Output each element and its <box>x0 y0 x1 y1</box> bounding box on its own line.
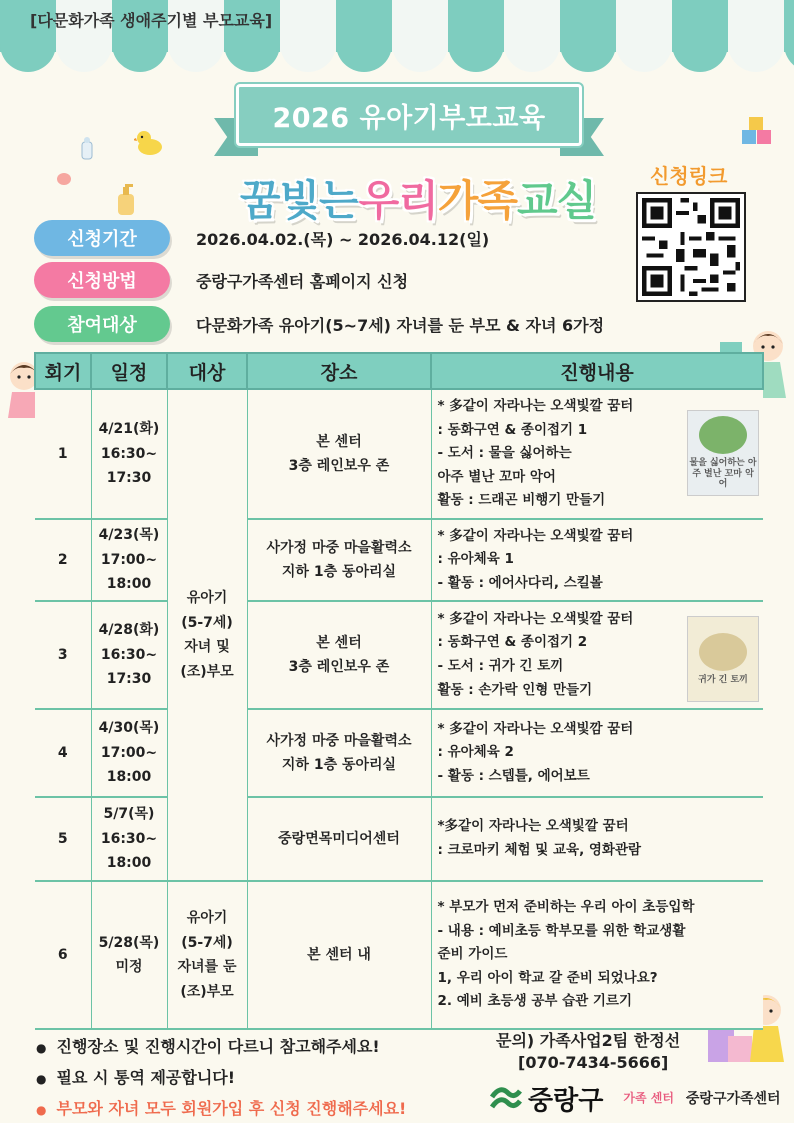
table-header-row <box>35 353 763 389</box>
period-label-pill: 신청기간 <box>34 220 170 256</box>
awning-scallop <box>56 44 112 72</box>
session-content: * 多같이 자라나는 오색빛깔 꿈터 : 유아체육 1 - 활동 : 에어사다리, 스킬볼 <box>431 519 763 601</box>
awning-scallop <box>448 44 504 72</box>
table-row <box>35 601 763 709</box>
session-number: 2 <box>35 519 91 601</box>
main-title: 꿈빛는우리가족교실 <box>239 176 597 225</box>
toy-blocks-icon <box>740 116 774 146</box>
session-date: 4/30(목) 17:00~ 18:00 <box>91 709 167 797</box>
period-text: 2026.04.02.(목) ~ 2026.04.12(일) <box>196 229 490 249</box>
qr-label: 신청링크 <box>650 164 728 188</box>
session-date: 5/7(목) 16:30~ 18:00 <box>91 797 167 881</box>
header-content: 진행내용 <box>431 353 763 389</box>
baby-bottle-icon <box>80 136 94 160</box>
header-place: 장소 <box>247 353 431 389</box>
session-content: * 부모가 먼저 준비하는 우리 아이 초등입학 - 내용 : 예비초등 학부모를 위한 학교생활 준비 가이드 1, 우리 아이 학교 갈 준비 되었나요? 2. 예비 초등생 공부 습관 기르기 <box>431 881 763 1029</box>
jungnang-logo-text: 중랑구 <box>528 1085 604 1116</box>
awning-scallop <box>504 44 560 72</box>
session-number: 3 <box>35 601 91 709</box>
session-place: 본 센터 내 <box>247 881 431 1029</box>
session-place: 사가정 마중 마을활력소 지하 1층 동아리실 <box>247 709 431 797</box>
session-date: 4/21(화) 16:30~ 17:30 <box>91 389 167 519</box>
notice-list <box>36 1032 406 1123</box>
session-content: * 多같이 자라나는 오색빛깜 꿈터 : 유아체육 2 - 활동 : 스텝틀, 에어보트 <box>431 709 763 797</box>
info-row-target <box>34 306 605 342</box>
table-row <box>35 881 763 1029</box>
ribbon-title: 2026 유아기부모교육 <box>272 102 546 134</box>
method-label-pill: 신청방법 <box>34 262 170 298</box>
lotion-bottle-icon <box>116 184 136 216</box>
target-text: 다문화가족 유아기(5~7세) 자녀를 둔 부모 & 자녀 6가정 <box>196 315 605 335</box>
awning-scallop <box>784 44 794 72</box>
table-row <box>35 797 763 881</box>
awning-scallop <box>616 44 672 72</box>
header-date: 일정 <box>91 353 167 389</box>
session-place: 중랑면목미디어센터 <box>247 797 431 881</box>
awning-scallop <box>112 44 168 72</box>
table-row <box>35 709 763 797</box>
session-date: 4/23(목) 17:00~ 18:00 <box>91 519 167 601</box>
notice-item: ● 필요 시 통역 제공합니다! <box>36 1063 406 1094</box>
notice-item-highlight: ● 부모와 자녀 모두 회원가입 후 신청 진행해주세요! <box>36 1094 406 1123</box>
awning-scallop <box>728 44 784 72</box>
contact-phone: [070-7434-5666] <box>518 1053 669 1072</box>
awning-scallop <box>560 44 616 72</box>
toy-icon <box>56 172 72 186</box>
session-number: 1 <box>35 389 91 519</box>
rubber-duck-icon <box>134 128 164 156</box>
session-content: *多같이 자라나는 오색빛깔 꿈터 : 크로마키 체험 및 교육, 영화관람 <box>431 797 763 881</box>
awning-scallop <box>392 44 448 72</box>
awning-scallop <box>168 44 224 72</box>
table-row <box>35 519 763 601</box>
awning-scallop <box>0 44 56 72</box>
session-number: 6 <box>35 881 91 1029</box>
title-ribbon <box>236 84 582 146</box>
target-label-pill: 참여대상 <box>34 306 170 342</box>
method-text: 중랑구가족센터 홈페이지 신청 <box>196 271 409 291</box>
jungnang-logo-icon <box>490 1083 522 1113</box>
family-center-name: 중랑구가족센터 <box>685 1091 781 1107</box>
session-place: 본 센터 3층 레인보우 존 <box>247 389 431 519</box>
session-content: * 多같이 자라나는 오색빛깔 꿈터 : 동화구연 & 종이접기 1 - 도서 : 물을 싫어하는 아주 별난 꼬마 악어 활동 : 드래곤 비행기 만들기 물을 싫어하는 아주 별난 꼬마 악어 <box>431 389 763 519</box>
target-group-2: 유아기 (5-7세) 자녀를 둔 (조)부모 <box>167 881 247 1029</box>
session-date: 4/28(화) 16:30~ 17:30 <box>91 601 167 709</box>
session-content: * 多같이 자라나는 오색빛깔 꿈터 : 동화구연 & 종이접기 2 - 도서 : 귀가 긴 토끼 활동 : 손가락 인형 만들기 귀가 긴 토끼 <box>431 601 763 709</box>
contact-info <box>496 1030 680 1074</box>
info-row-method <box>34 262 409 298</box>
book-cover-image: 물을 싫어하는 아주 별난 꼬마 악어 <box>687 410 759 496</box>
awning-scallop <box>672 44 728 72</box>
session-place: 사가정 마중 마을활력소 지하 1층 동아리실 <box>247 519 431 601</box>
book-cover-image: 귀가 긴 토끼 <box>687 616 759 702</box>
program-category-label: [다문화가족 생애주기별 부모교육] <box>30 11 273 30</box>
target-group-1: 유아기 (5-7세) 자녀 및 (조)부모 <box>167 389 247 881</box>
session-number: 4 <box>35 709 91 797</box>
info-row-period <box>34 220 490 256</box>
notice-item: ● 진행장소 및 진행시간이 다르니 참고해주세요! <box>36 1032 406 1063</box>
session-date: 5/28(목) 미정 <box>91 881 167 1029</box>
awning-scallop <box>224 44 280 72</box>
table-row <box>35 389 763 519</box>
logo-area <box>490 1076 781 1120</box>
awning-scallop <box>336 44 392 72</box>
schedule-table <box>34 352 764 1030</box>
header-session: 회기 <box>35 353 91 389</box>
session-place: 본 센터 3층 레인보우 존 <box>247 601 431 709</box>
qr-code[interactable] <box>636 192 746 302</box>
contact-team: 문의) 가족사업2팀 한정선 <box>496 1031 681 1050</box>
session-number: 5 <box>35 797 91 881</box>
family-center-mark: 가족 센터 <box>623 1090 674 1105</box>
header-target: 대상 <box>167 353 247 389</box>
awning-scallop <box>280 44 336 72</box>
